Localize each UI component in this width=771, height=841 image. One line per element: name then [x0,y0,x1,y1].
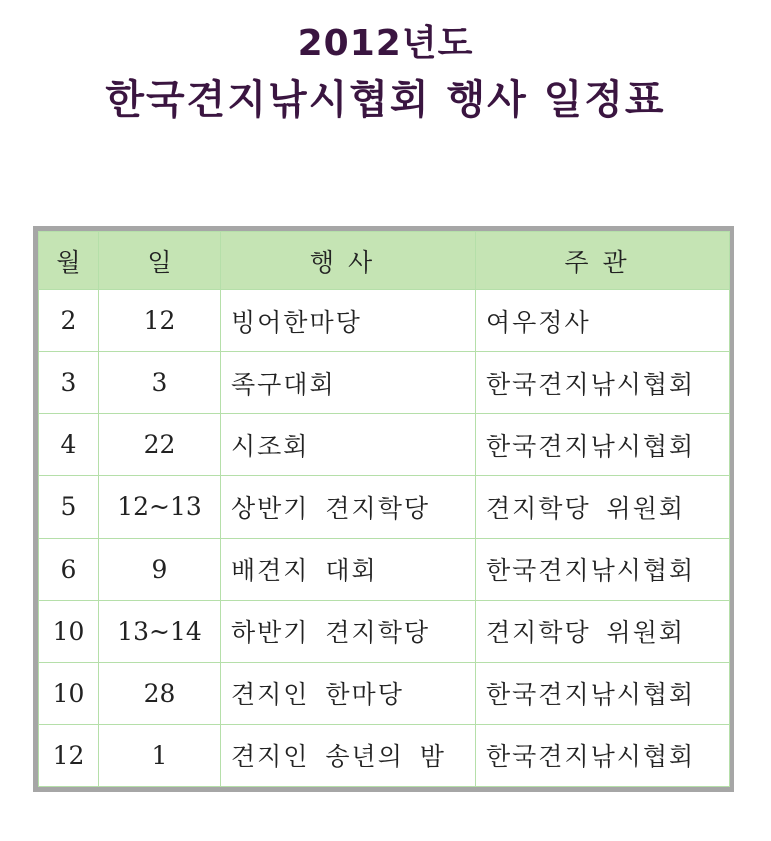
cell-day: 13~14 [99,600,221,662]
cell-day: 12 [99,290,221,352]
cell-organizer: 여우정사 [476,290,730,352]
cell-organizer: 견지학당 위원회 [476,600,730,662]
cell-event: 상반기 견지학당 [221,476,476,538]
cell-month: 10 [39,600,99,662]
cell-organizer: 한국견지낚시협회 [476,538,730,600]
cell-day: 9 [99,538,221,600]
cell-organizer: 견지학당 위원회 [476,476,730,538]
cell-organizer: 한국견지낚시협회 [476,414,730,476]
table-header-row [39,232,730,290]
cell-event: 시조회 [221,414,476,476]
cell-day: 1 [99,724,221,786]
cell-month: 6 [39,538,99,600]
cell-event: 견지인 송년의 밤 [221,724,476,786]
column-header-month: 월 [39,232,99,290]
cell-event: 견지인 한마당 [221,662,476,724]
cell-month: 5 [39,476,99,538]
column-header-event: 행사 [221,232,476,290]
cell-event: 배견지 대회 [221,538,476,600]
table-row [39,414,730,476]
column-header-organizer: 주관 [476,232,730,290]
cell-day: 22 [99,414,221,476]
cell-organizer: 한국견지낚시협회 [476,724,730,786]
cell-day: 3 [99,352,221,414]
schedule-table-frame [33,226,734,792]
table-row [39,538,730,600]
page-title: 한국견지낚시협회 행사 일정표 [105,77,666,123]
cell-event: 하반기 견지학당 [221,600,476,662]
page-title-year: 2012년도 [297,23,474,64]
table-row [39,600,730,662]
cell-day: 28 [99,662,221,724]
table-row [39,352,730,414]
schedule-table [38,231,730,787]
cell-event: 빙어한마당 [221,290,476,352]
cell-month: 10 [39,662,99,724]
cell-month: 3 [39,352,99,414]
cell-event: 족구대회 [221,352,476,414]
cell-organizer: 한국견지낚시협회 [476,352,730,414]
cell-month: 12 [39,724,99,786]
column-header-day: 일 [99,232,221,290]
cell-month: 2 [39,290,99,352]
cell-organizer: 한국견지낚시협회 [476,662,730,724]
cell-day: 12~13 [99,476,221,538]
table-row [39,476,730,538]
table-row [39,662,730,724]
table-row [39,290,730,352]
cell-month: 4 [39,414,99,476]
table-row [39,724,730,786]
